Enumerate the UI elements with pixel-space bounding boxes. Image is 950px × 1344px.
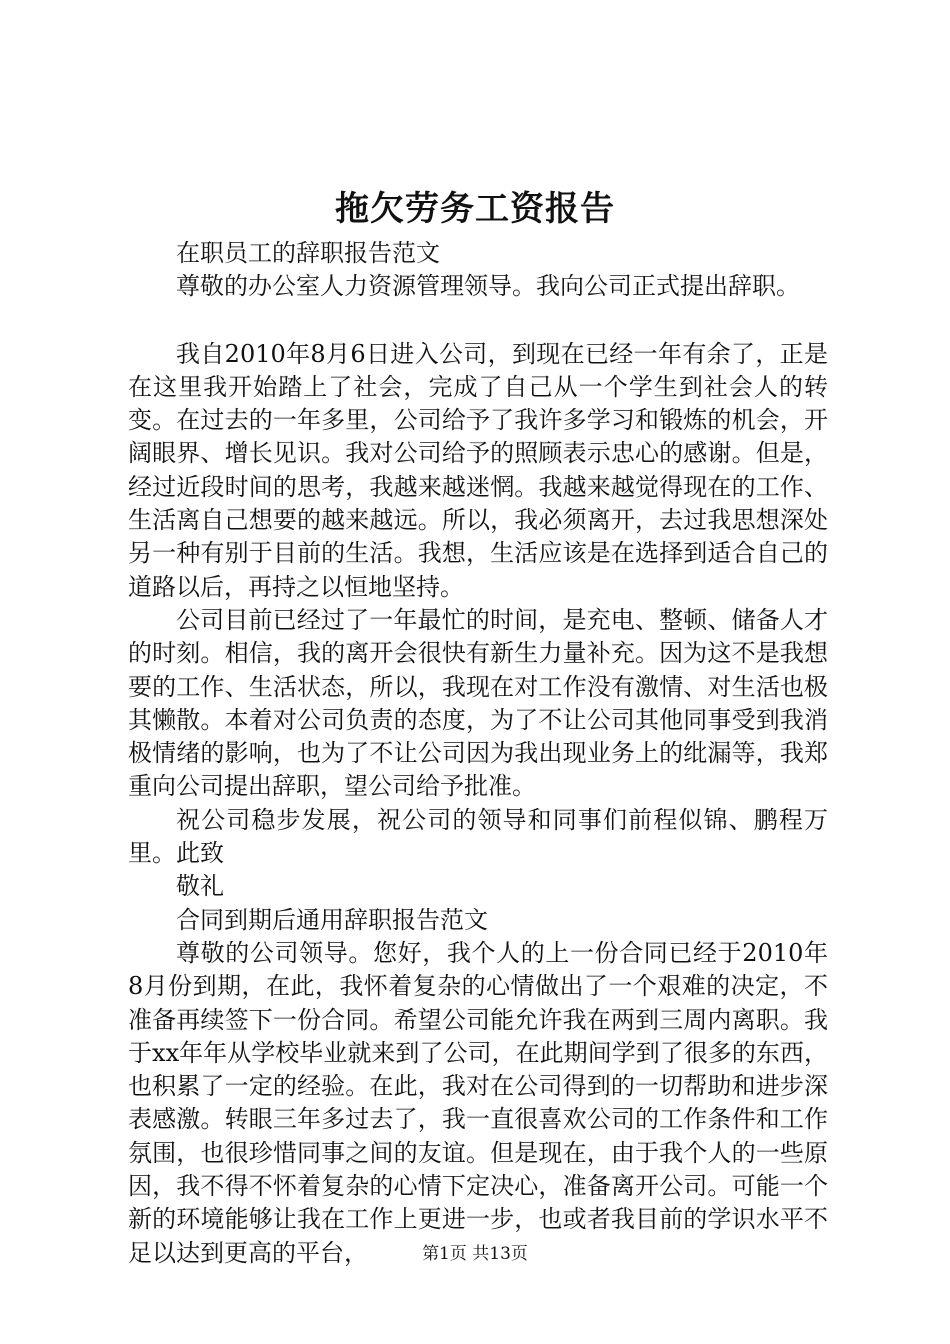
paragraph-body-1: 我自2010年8月6日进入公司，到现在已经一年有余了，正是在这里我开始踏上了社会，完成了自己从一个学生到社会人的转变。在过去的一年多里，公司给予了我许多学习和锻炼的机会，开阔眼界、增长见识。我对公司给予的照顾表示忠心的感谢。但是，经过近段时间的思考，我越来越迷惘。我越来越觉得现在的工作、生活离自己想要的越来越远。所以，我必须离开，去过我思想深处另一种有别于目前的生活。我想，生活应该是在选择到适合自己的道路以后，再持之以恒地坚持。	[128, 339, 828, 601]
paragraph-body-2: 公司目前已经过了一年最忙的时间，是充电、整顿、储备人才的时刻。相信，我的离开会很快有新生力量补充。因为这不是我想要的工作、生活状态，所以，我现在对工作没有激情、对生活也极其懒散。本着对公司负责的态度，为了不让公司其他同事受到我消极情绪的影响，也为了不让公司因为我出现业务上的纰漏等，我郑重向公司提出辞职，望公司给予批准。	[128, 605, 828, 801]
paragraph-salutation-1: 尊敬的办公室人力资源管理领导。我向公司正式提出辞职。	[176, 272, 800, 301]
document-body	[128, 237, 828, 1270]
paragraph-heading-2: 合同到期后通用辞职报告范文	[176, 905, 488, 934]
paragraph-regards: 敬礼	[176, 872, 224, 901]
page-number-footer: 第1页 共13页	[422, 1244, 528, 1264]
paragraph-closing-1: 祝公司稳步发展，祝公司的领导和同事们前程似锦、鹏程万里。此致	[128, 805, 828, 868]
document-title: 拖欠劳务工资报告	[335, 189, 615, 229]
paragraph-heading-1: 在职员工的辞职报告范文	[176, 239, 440, 267]
paragraph-body-3: 尊敬的公司领导。您好，我个人的上一份合同已经于2010年8月份到期，在此，我怀着复杂的心情做出了一个艰难的决定，不准备再续签下一份合同。希望公司能允许我在两到三周内离职。我于xx年年从学校毕业就来到了公司，在此期间学到了很多的东西，也积累了一定的经验。在此，我对在公司得到的一切帮助和进步深表感激。转眼三年多过去了，我一直很喜欢公司的工作条件和工作氛围，也很珍惜同事之间的友谊。但是现在，由于我个人的一些原因，我不得不怀着复杂的心情下定决心，准备离开公司。可能一个新的环境能够让我在工作上更进一步，也或者我目前的学识水平不足以达到更高的平台，	[128, 938, 828, 1267]
